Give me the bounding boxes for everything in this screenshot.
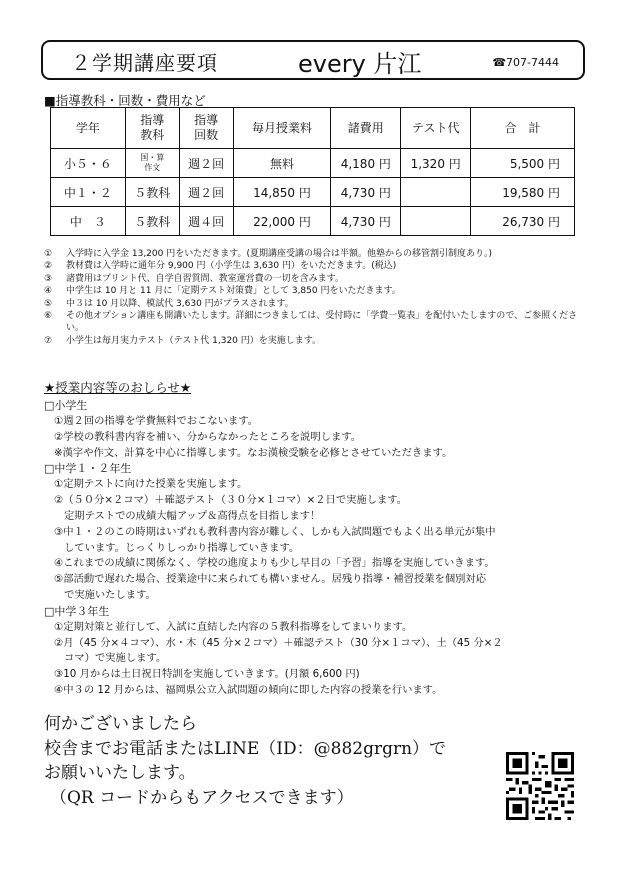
note-text: 教材費は入学時に通年分 9,900 円（小学生は 3,630 円）をいただきます。(税込) bbox=[66, 261, 397, 272]
category-title-middle-1-2: □中学１・２年生 bbox=[44, 462, 132, 476]
list-item bbox=[44, 310, 584, 335]
note-mark: ⑥ bbox=[44, 311, 53, 322]
note-mark: ③ bbox=[44, 273, 53, 284]
cell-sessions: 週２回 bbox=[179, 149, 233, 178]
col-grade: 学年 bbox=[51, 108, 126, 149]
cell-expenses: 4,730 円 bbox=[331, 178, 401, 207]
cell-subjects: ５教科 bbox=[125, 178, 179, 207]
class-info bbox=[44, 378, 584, 699]
contact-line: 何かございましたら bbox=[44, 714, 197, 734]
col-test: テスト代 bbox=[401, 108, 471, 149]
list-item: 定期テストでの成績大幅アップ＆高得点を目指します！ bbox=[64, 509, 321, 522]
cell-total: 5,500 円 bbox=[471, 149, 575, 178]
note-mark: ④ bbox=[44, 286, 53, 297]
phone-number[interactable]: ☎707-7444 bbox=[492, 56, 559, 69]
cell-tuition: 14,850 円 bbox=[233, 178, 331, 207]
list-item: コマ）で実施します。 bbox=[64, 652, 167, 665]
cell-tuition: 22,000 円 bbox=[233, 207, 331, 236]
col-sessions: 指導 回数 bbox=[179, 108, 233, 149]
cell-tuition: 無料 bbox=[233, 149, 331, 178]
col-total: 合 計 bbox=[471, 108, 575, 149]
col-tuition: 毎月授業料 bbox=[233, 108, 331, 149]
category-title-elementary: □小学生 bbox=[44, 399, 88, 412]
cell-grade: 中 ３ bbox=[51, 207, 126, 236]
list-item bbox=[44, 335, 584, 347]
list-item: しています。じっくりしっかり指導していきます。 bbox=[64, 541, 300, 554]
qr-code-icon[interactable] bbox=[506, 752, 574, 820]
cell-test: 1,320 円 bbox=[401, 149, 471, 178]
note-text: 諸費用はプリント代、自学自習質問、教室運営費の一切を含みます。 bbox=[66, 273, 344, 284]
contact-line: お願いいたします。 bbox=[44, 763, 196, 783]
table-header-row bbox=[51, 108, 575, 149]
cell-test bbox=[401, 178, 471, 207]
col-subjects: 指導 教科 bbox=[125, 108, 179, 149]
list-item: ①週２回の指導を学費無料でおこないます。 bbox=[54, 415, 259, 427]
list-item: で実施いたします。 bbox=[64, 588, 156, 601]
list-item: ※漢字や作文、計算を中心に指導します。なお漢検受験を必修とさせていただきます。 bbox=[54, 446, 453, 459]
notes-list bbox=[44, 248, 584, 347]
list-item: ②月（45 分×４コマ）、水・木（45 分×２コマ）＋確認テスト（30 分×１コマ）、土（45 分×２ bbox=[54, 636, 503, 649]
cell-grade: 中１・２ bbox=[51, 178, 126, 207]
cell-total: 19,580 円 bbox=[471, 178, 575, 207]
note-text: 中３は 10 月以降、模試代 3,630 円がプラスされます。 bbox=[66, 298, 294, 309]
list-item: ②学校の教科書内容を補い、分からなかったところを説明します。 bbox=[54, 430, 362, 443]
list-item: ①定期対策と並行して、入試に直結した内容の５教科指導をしてまいります。 bbox=[54, 620, 413, 633]
col-expenses: 諸費用 bbox=[331, 108, 401, 149]
list-item: ③10 月からは土日祝日特訓を実施していきます。(月額 6,600 円) bbox=[54, 668, 360, 681]
list-item: ③中１・２のこの時期はいずれも教科書内容が難しく、しかも入試問題でもよく出る単元が集中 bbox=[54, 525, 496, 538]
category-title-middle-3: □中学３年生 bbox=[44, 604, 110, 618]
table-row bbox=[51, 207, 575, 236]
list-item bbox=[44, 285, 584, 297]
contact-line: （QR コードからもアクセスできます） bbox=[50, 787, 354, 808]
fees-table bbox=[50, 107, 575, 236]
info-heading: ★授業内容等のおしらせ★ bbox=[44, 380, 192, 395]
list-item: ②（５０分×２コマ）＋確認テスト（３０分×１コマ）×２日で実施します。 bbox=[54, 494, 408, 507]
cell-sessions: 週４回 bbox=[179, 207, 233, 236]
note-text: その他オプション講座も開講いたします。詳細につきましては、受付時に「学費一覧表」を配付いたしますので、ご参照ください。 bbox=[66, 311, 578, 334]
cell-expenses: 4,180 円 bbox=[331, 149, 401, 178]
note-mark: ⑤ bbox=[44, 298, 53, 309]
note-text: 入学時に入学金 13,200 円をいただきます。(夏期講座受講の場合は半額。他塾からの移管割引制度あり。) bbox=[66, 249, 493, 259]
brand-name: every 片江 bbox=[298, 50, 422, 78]
header-box bbox=[41, 40, 585, 80]
cell-grade: 小５・６ bbox=[51, 149, 126, 178]
cell-total: 26,730 円 bbox=[471, 207, 575, 236]
contact-message bbox=[44, 712, 446, 810]
note-mark: ① bbox=[44, 249, 53, 259]
cell-test bbox=[401, 207, 471, 236]
fees-heading: ■指導教科・回数・費用など bbox=[44, 93, 206, 108]
cell-subjects: ５教科 bbox=[125, 207, 179, 236]
table-row bbox=[51, 178, 575, 207]
note-mark: ② bbox=[44, 261, 53, 272]
list-item bbox=[44, 248, 584, 260]
list-item: ④中３の 12 月からは、福岡県公立入試問題の傾向に即した内容の授業を行います。 bbox=[54, 683, 443, 696]
list-item bbox=[44, 260, 584, 272]
page-title: ２学期講座要項 bbox=[71, 51, 218, 75]
note-text: 中学生は 10 月と 11 月に「定期テスト対策費」として 3,850 円をいただきます。 bbox=[66, 286, 401, 297]
list-item: ①定期テストに向けた授業を実施します。 bbox=[54, 478, 248, 491]
cell-expenses: 4,730 円 bbox=[331, 207, 401, 236]
contact-line: 校舎までお電話またはLINE（ID：@882grgrn）で bbox=[44, 738, 447, 759]
table-row bbox=[51, 149, 575, 178]
list-item: ④これまでの成績に関係なく、学校の進度よりも少し早目の「予習」指導を実施していきます。 bbox=[54, 557, 495, 570]
list-item bbox=[44, 273, 584, 285]
cell-sessions: 週２回 bbox=[179, 178, 233, 207]
list-item bbox=[44, 298, 584, 310]
cell-subjects: 国・算 作文 bbox=[125, 149, 179, 178]
list-item: ⑤部活動で遅れた場合、授業途中に来られても構いません。居残り指導・補習授業を個別対応 bbox=[54, 573, 487, 586]
note-mark: ⑦ bbox=[44, 335, 53, 346]
note-text: 小学生は毎月実力テスト（テスト代 1,320 円）を実施します。 bbox=[66, 335, 322, 346]
